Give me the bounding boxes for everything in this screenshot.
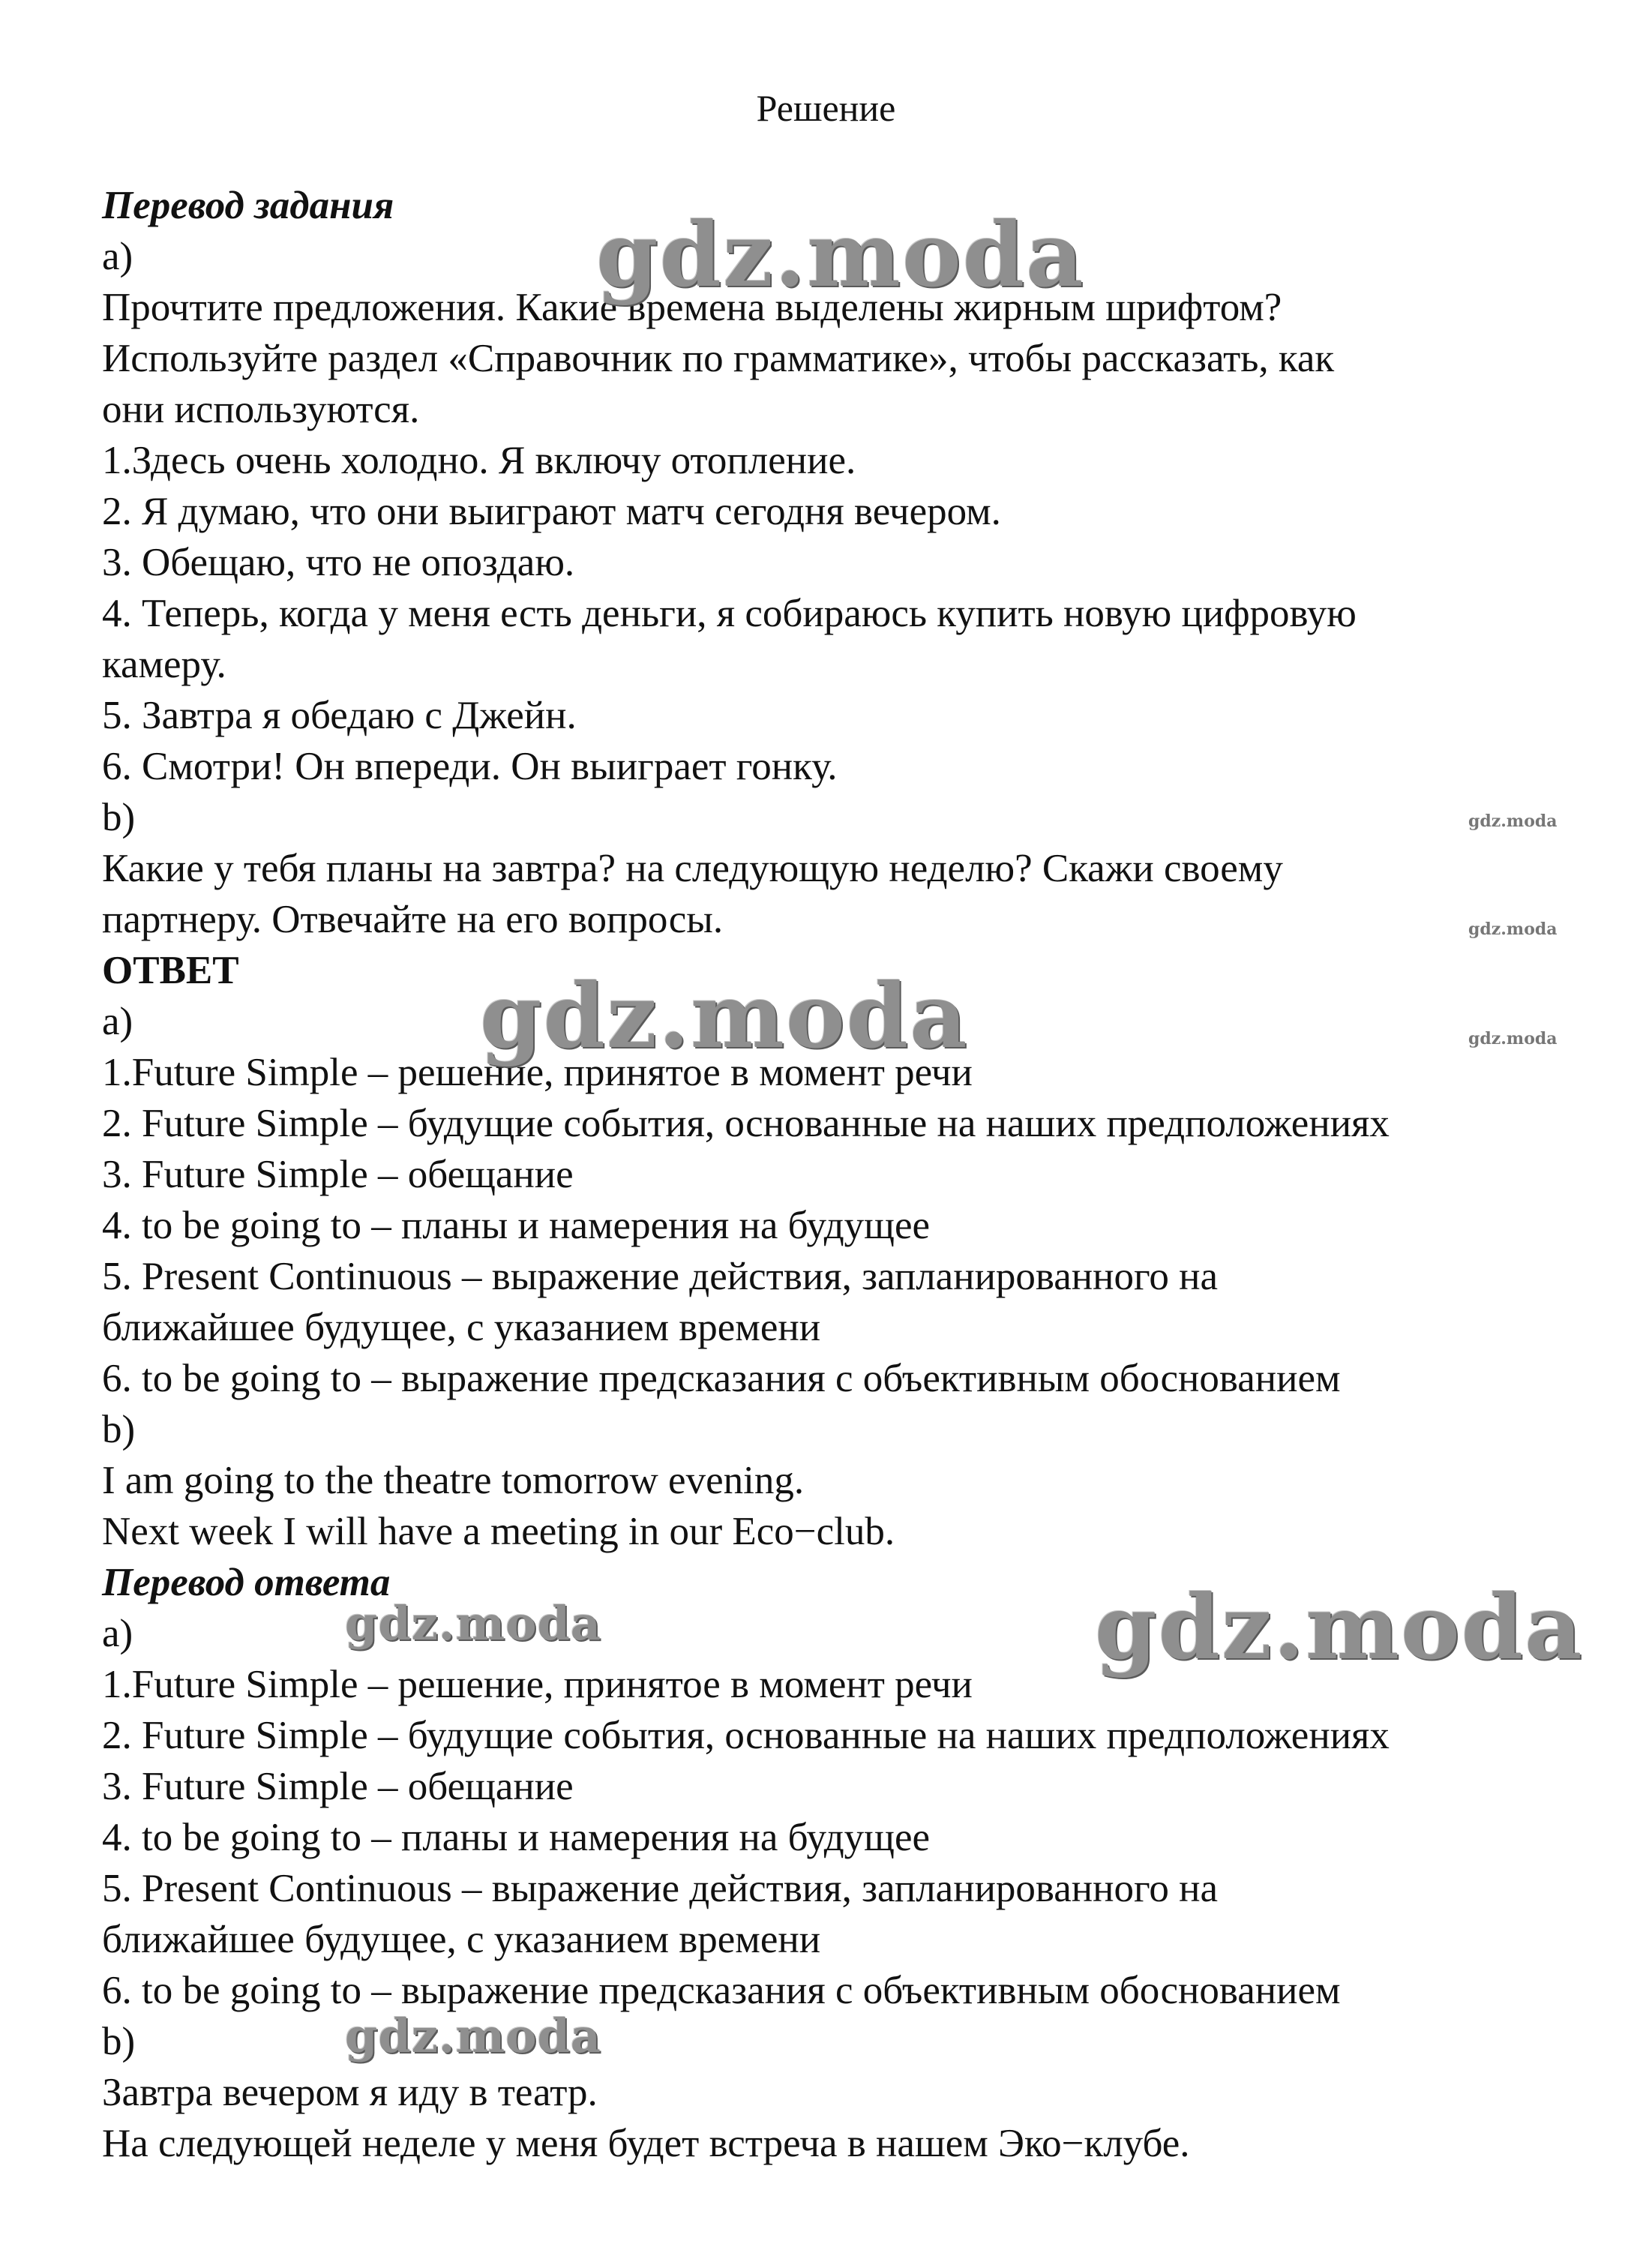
translation-part-b-line: Завтра вечером я иду в театр. (102, 2071, 598, 2114)
translation-part-b-line: На следующей неделе у меня будет встреча в нашем Эко−клубе. (102, 2122, 1190, 2165)
task-item: 6. Смотри! Он впереди. Он выиграет гонку. (102, 745, 838, 788)
task-part-b-line: партнеру. Отвечайте на его вопросы. (102, 898, 724, 941)
answer-item: 4. to be going to – планы и намерения на будущее (102, 1204, 931, 1247)
answer-item: 6. to be going to – выражение предсказания с объективным обоснованием (102, 1357, 1341, 1400)
answer-part-b-line: Next week I will have a meeting in our Eco−club. (102, 1510, 895, 1553)
answer-translation-heading: Перевод ответа (102, 1561, 391, 1604)
task-item: 1.Здесь очень холодно. Я включу отопление. (102, 439, 856, 482)
watermark-logo: gdz.moda (1468, 812, 1558, 831)
watermark-logo: gdz.moda (1468, 1029, 1558, 1048)
answer-part-a-label: a) (102, 1000, 133, 1043)
answer-item: 1.Future Simple – решение, принятое в момент речи (102, 1051, 973, 1094)
translation-item: 4. to be going to – планы и намерения на будущее (102, 1816, 931, 1859)
translation-item: 2. Future Simple – будущие события, основанные на наших предположениях (102, 1714, 1390, 1757)
translation-item: 1.Future Simple – решение, принятое в момент речи (102, 1663, 973, 1706)
translation-part-b-label: b) (102, 2020, 136, 2063)
translation-item: 6. to be going to – выражение предсказания с объективным обоснованием (102, 1969, 1341, 2012)
task-instruction-line: они используются. (102, 388, 420, 431)
answer-item: 5. Present Continuous – выражение действия, запланированного на (102, 1255, 1219, 1298)
task-part-a-label: a) (102, 235, 133, 278)
task-item: 5. Завтра я обедаю с Джейн. (102, 694, 577, 737)
answer-item: ближайшее будущее, с указанием времени (102, 1306, 821, 1349)
page-title: Решение (756, 87, 896, 129)
translation-item: 5. Present Continuous – выражение действия, запланированного на (102, 1867, 1219, 1910)
watermark-logo: gdz.moda (345, 2008, 601, 2063)
watermark-logo: gdz.moda (1095, 1575, 1584, 1679)
task-item: 2. Я думаю, что они выиграют матч сегодня вечером. (102, 490, 1001, 533)
task-item: 4. Теперь, когда у меня есть деньги, я собираюсь купить новую цифровую (102, 592, 1357, 635)
task-instruction-line: Прочтите предложения. Какие времена выделены жирным шрифтом? (102, 286, 1282, 329)
watermark-logo: gdz.moda (345, 1596, 601, 1651)
translation-item: ближайшее будущее, с указанием времени (102, 1918, 821, 1961)
watermark-logo: gdz.moda (1468, 920, 1558, 939)
task-item: 3. Обещаю, что не опоздаю. (102, 541, 575, 584)
answer-part-b-line: I am going to the theatre tomorrow evening. (102, 1459, 805, 1502)
answer-item: 2. Future Simple – будущие события, основанные на наших предположениях (102, 1102, 1390, 1145)
task-translation-heading: Перевод задания (102, 184, 394, 227)
task-item: камеру. (102, 643, 226, 686)
task-part-b-line: Какие у тебя планы на завтра? на следующую неделю? Скажи своему (102, 847, 1283, 890)
watermark-logo: gdz.moda (480, 964, 969, 1068)
watermark-logo: gdz.moda (596, 202, 1085, 307)
answer-part-b-label: b) (102, 1408, 136, 1451)
translation-item: 3. Future Simple – обещание (102, 1765, 574, 1808)
task-part-b-label: b) (102, 796, 136, 839)
task-instruction-line: Используйте раздел «Справочник по грамматике», чтобы рассказать, как (102, 337, 1335, 380)
translation-part-a-label: a) (102, 1612, 133, 1655)
answer-item: 3. Future Simple – обещание (102, 1153, 574, 1196)
answer-heading: ОТВЕТ (102, 949, 239, 992)
